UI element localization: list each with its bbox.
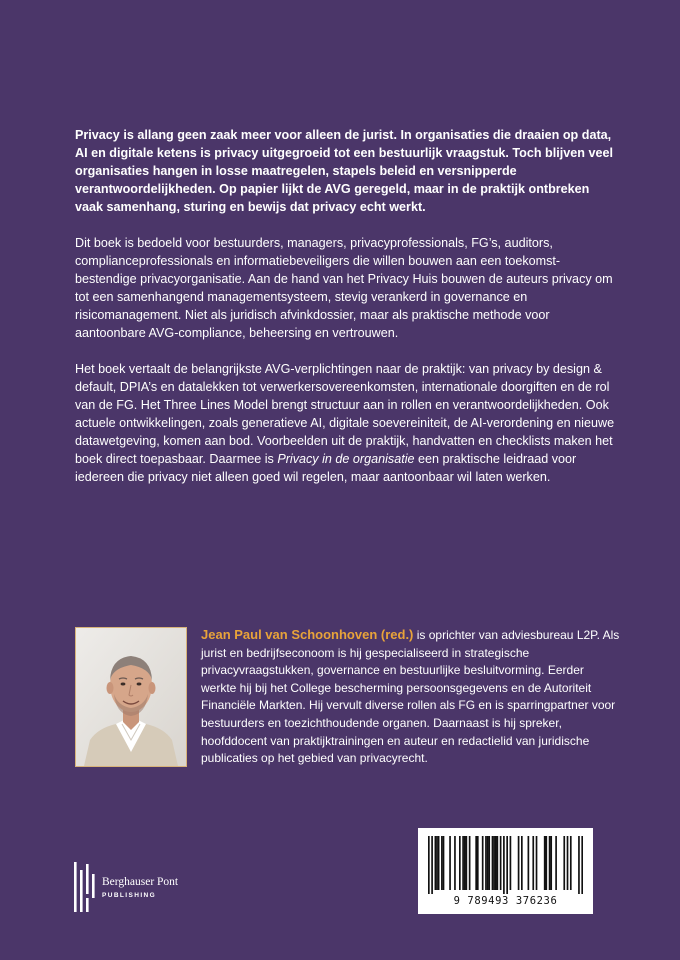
publisher-subtitle: PUBLISHING [102,892,157,899]
barcode-bar [454,836,456,890]
author-name: Jean Paul van Schoonhoven (red.) [201,627,414,642]
blurb-paragraph-content [75,360,620,486]
barcode-bar [462,836,464,890]
barcode-bar [469,836,471,890]
barcode-bar [503,836,505,894]
author-bio [201,626,621,768]
barcode-bar [435,836,437,890]
barcode-bar [518,836,520,890]
barcode-bar [443,836,445,890]
barcode-bar [581,836,583,894]
author-photo [75,627,187,767]
barcode-bar [431,836,433,894]
barcode-bar [500,836,502,890]
barcode-bar [475,836,477,890]
blurb-content-part1: Het boek vertaalt de belangrijkste AVG-verplichtingen naar de praktijk: van privacy by design & default, DPIA’s en datalekken tot verwerkersovereenkomsten, internationale doorgiften en de rol van de FG. Het Three Lines Model brengt structuur aan in rollen en verantwoordelijkheden. Ook actuele ontwikkelingen, zoals generatieve AI, digitale soevereiniteit, de AI-verordening en nieuwe datawetgeving, komen aan bod. Voorbeelden uit de praktijk, handvatten en checklists maken het boek direct toepasbaar. Daarmee is [75,362,615,466]
book-title-italic: Privacy in de organisatie [277,452,415,466]
blurb-paragraph-intro: Privacy is allang geen zaak meer voor alleen de jurist. In organisaties die draaien op data, AI en digitale ketens is privacy uitgegroeid tot een bestuurlijk vraagstuk. Toch blijven veel organisaties hangen in losse maatregelen, stapels beleid en versnipperde verantwoordelijkheden. Op papier lijkt de AVG geregeld, maar in de praktijk ontbreken vaak samenhang, sturing en bewijs dat privacy echt werkt. [75,128,613,214]
barcode-bar [436,836,438,890]
isbn-number: 9 789493 376236 [453,895,558,907]
barcode-bar [495,836,497,890]
barcode-bar [492,836,494,890]
barcode-bar [544,836,546,890]
publisher-name: Berghauser Pont [102,876,179,888]
barcode-bar [536,836,538,890]
barcode-bar [550,836,552,890]
barcode-bar [449,836,451,890]
barcode-bar [567,836,569,890]
barcode-bar [578,836,580,894]
barcode-bar [510,836,512,890]
barcode-bar [487,836,489,890]
barcode-bar [464,836,466,890]
author-portrait-image [76,628,186,766]
barcode-bar [488,836,490,890]
barcode-bar [549,836,551,890]
barcode-bar [563,836,565,890]
barcode-bar [482,836,484,890]
barcode-bar [485,836,487,890]
isbn-barcode [418,828,593,914]
barcode-bar [532,836,534,890]
blurb-content-part2: een praktische leidraad voor iedereen die privacy niet alleen goed wil regelen, maar aantoonbaar wil laten werken. [75,452,577,484]
blurb-text [75,126,620,504]
barcode-bars [428,836,583,894]
barcode-bar [528,836,530,890]
barcode-bar [497,836,499,890]
barcode-bar [466,836,468,890]
barcode-bar [438,836,440,890]
barcode-bar [570,836,572,890]
barcode-bar [428,836,430,894]
barcode-bar [555,836,557,890]
publisher-logo [72,860,202,915]
barcode-bar [521,836,523,890]
author-bio-text: is oprichter van adviesbureau L2P. Als jurist en bedrijfseconoom is hij gespecialiseerd in strategische privacyvraagstukken, governance en bestuurlijke besluitvorming. Eerder werkte hij bij het College bescherming persoonsgegevens en de Autoriteit Financiële Markten. Hij vervult diverse rollen als FG en is sparringpartner voor bestuurders en toezichthoudende organen. Daarnaast is hij spreker, hoofddocent van praktijktrainingen en auteur en redactielid van juridische publicaties op het gebied van privacyrecht. [201,628,620,766]
barcode-bar [477,836,479,890]
barcode-bar [506,836,508,894]
barcode-bar [493,836,495,890]
barcode-bar [441,836,443,890]
blurb-paragraph-audience: Dit boek is bedoeld voor bestuurders, managers, privacyprofessionals, FG’s, auditors, complianceprofessionals en informatiebeveiligers die willen bouwen aan een toekomst-bestendige privacyorganisatie. Aan de hand van het Privacy Huis bouwen de auteurs privacy om tot een samenhangend managementsysteem, stevig verankerd in governance en risicomanagement. Niet als juridisch afvinkdossier, maar als praktische methode voor aantoonbare AVG-compliance, beheersing en vertrouwen. [75,236,613,340]
barcode-bar [459,836,461,890]
barcode-bar [545,836,547,890]
publisher-mark-icon [72,860,98,915]
